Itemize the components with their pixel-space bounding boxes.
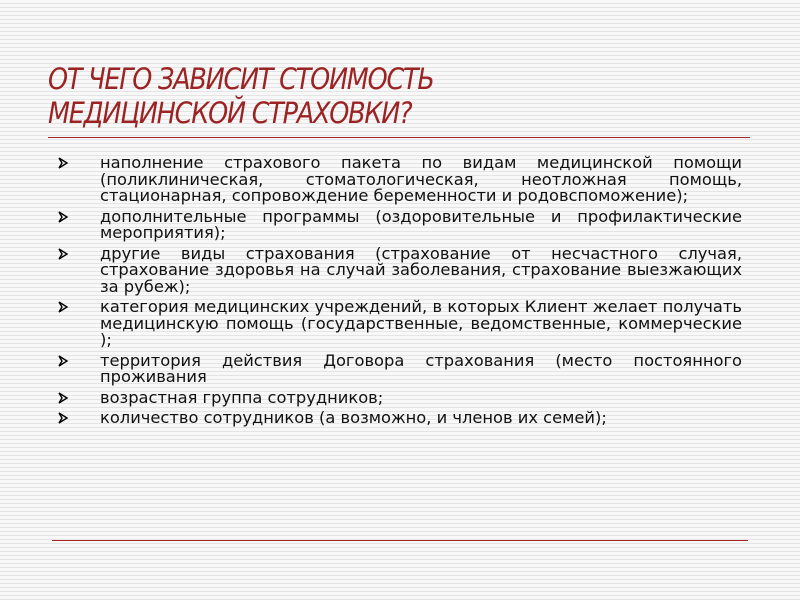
bullet-text: дополнительные программы (оздоровительные и профилактические мероприятия); [100, 206, 742, 242]
bullet-text: возрастная группа сотрудников; [100, 387, 384, 407]
arrow-bullet-icon [56, 209, 72, 225]
bullet-item [56, 155, 742, 205]
bullet-text: территория действия Договора страхования (место постоянного проживания [100, 350, 742, 386]
bullet-item [56, 206, 742, 242]
bullet-text: количество сотрудников (а возможно, и членов их семей); [100, 408, 607, 427]
arrow-bullet-icon [56, 410, 72, 426]
slide-title-line-2: МЕДИЦИНСКОЙ СТРАХОВКИ? [48, 96, 412, 130]
bullet-text: наполнение страхового пакета по видам медицинской помощи (поликлиническая, стоматологическая, неотложная помощь, стационарная, сопровождение беременности и родовспоможение); [100, 153, 742, 205]
bullet-item [56, 387, 742, 407]
bullet-item [56, 410, 742, 427]
arrow-bullet-icon [56, 155, 72, 171]
arrow-bullet-icon [56, 246, 72, 262]
bullet-item [56, 299, 742, 349]
bullet-item [56, 350, 742, 386]
bullet-text: другие виды страхования (страхование от несчастного случая, страхование здоровья на случай заболевания, страхование выезжающих за рубеж); [100, 243, 742, 296]
slide-title-line-1: ОТ ЧЕГО ЗАВИСИТ СТОИМОСТЬ [48, 62, 434, 96]
bullet-list [56, 155, 742, 431]
footer-divider [52, 540, 748, 541]
slide-title [48, 62, 576, 130]
arrow-bullet-icon [56, 299, 72, 315]
arrow-bullet-icon [56, 353, 72, 369]
bullet-item [56, 243, 742, 296]
title-divider [48, 137, 750, 138]
arrow-bullet-icon [56, 390, 72, 406]
bullet-text: категория медицинских учреждений, в которых Клиент желает получать медицинскую помощь (государственные, ведомственные, коммерческие ); [100, 297, 742, 349]
